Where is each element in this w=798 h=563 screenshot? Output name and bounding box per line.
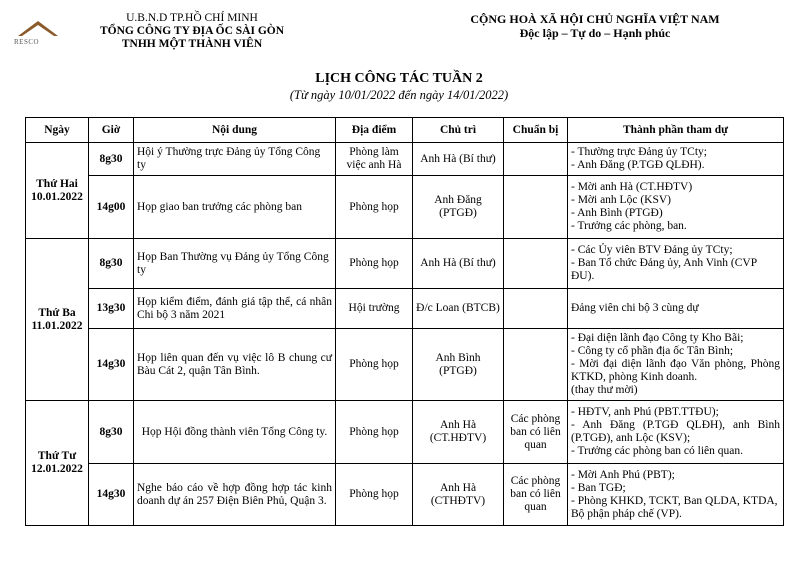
attendees-cell [568,464,784,526]
place-cell: Phòng họp [336,176,413,239]
time-cell: 8g30 [89,401,134,464]
prep-cell [504,289,568,329]
content-cell: Họp liên quan đến vụ việc lô B chung cư Bàu Cát 2, quận Tân Bình. [134,329,336,401]
schedule-table [25,117,784,526]
chair-cell: Anh Đăng (PTGĐ) [413,176,504,239]
attendee-line: - Trưởng các phòng, ban. [571,220,687,232]
table-row [26,176,784,239]
prep-cell [504,239,568,289]
prep-cell: Các phòng ban có liên quan [504,401,568,464]
chair-cell: Anh Hà (CTHĐTV) [413,464,504,526]
page-title: LỊCH CÔNG TÁC TUẦN 2 [315,71,483,86]
prep-cell [504,329,568,401]
attendee-line: - Mời Anh Phú (PBT); [571,468,675,481]
col-header-day: Ngày [26,118,89,143]
attendees-cell [568,239,784,289]
place-cell: Phòng họp [336,401,413,464]
day-date: 11.01.2022 [31,319,83,332]
col-header-attendees: Thành phần tham dự [568,118,784,143]
issuer-line-3: TNHH MỘT THÀNH VIÊN [121,38,263,50]
content-cell: Họp Ban Thường vụ Đảng ủy Tổng Công ty [134,239,336,289]
attendees-cell [568,329,784,401]
attendees-cell [568,143,784,176]
attendee-line: - Anh Đăng (P.TGĐ QLĐH), anh Bình (P.TGĐ), anh Lộc (KSV); [571,419,780,444]
attendee-line: - Mời đại diện lãnh đạo Văn phòng, Phòng KTKD, phòng Kinh doanh. [571,358,780,383]
day-cell [26,239,89,401]
attendee-line: Đảng viên chi bộ 3 cùng dự [571,302,699,314]
attendee-line: - Anh Bình (PTGĐ) [571,207,663,219]
prep-cell [504,143,568,176]
place-cell: Phòng họp [336,239,413,289]
attendee-line: - Các Ủy viên BTV Đảng ủy TCty; [571,244,733,256]
content-cell: Họp Hội đồng thành viên Tổng Công ty. [134,401,336,464]
content-cell: Họp giao ban trưởng các phòng ban [134,176,336,239]
chair-cell: Đ/c Loan (BTCB) [413,289,504,329]
issuer-line-2: TỔNG CÔNG TY ĐỊA ỐC SÀI GÒN [99,25,285,37]
day-cell [26,401,89,526]
national-title: CỘNG HOÀ XÃ HỘI CHỦ NGHĨA VIỆT NAM [470,12,720,26]
prep-cell: Các phòng ban có liên quan [504,464,568,526]
page-subtitle: (Từ ngày 10/01/2022 đến ngày 14/01/2022) [289,88,509,102]
issuer-line-1: U.B.N.D TP.HỒ CHÍ MINH [126,12,258,24]
day-cell [26,143,89,239]
national-motto: Độc lập – Tự do – Hạnh phúc [519,26,671,40]
attendees-cell [568,401,784,464]
attendee-line: - Trưởng các phòng ban có liên quan. [571,445,744,457]
table-row [26,143,784,176]
content-cell: Nghe báo cáo về hợp đồng hợp tác kinh doanh dự án 257 Điện Biên Phủ, Quận 3. [134,464,336,526]
chair-cell: Anh Hà (CT.HĐTV) [413,401,504,464]
chair-cell: Anh Hà (Bí thư) [413,239,504,289]
time-cell: 14g30 [89,464,134,526]
house-roof-icon [14,18,62,38]
table-row [26,329,784,401]
logo-text: RESCO [14,38,40,46]
place-cell: Phòng làm việc anh Hà [336,143,413,176]
attendees-cell [568,289,784,329]
place-cell: Hội trường [336,289,413,329]
chair-cell: Anh Hà (Bí thư) [413,143,504,176]
attendee-line: - Ban Tổ chức Đảng ủy, Anh Vinh (CVP ĐU). [571,257,757,282]
day-name: Thứ Tư [37,450,77,462]
time-cell: 8g30 [89,143,134,176]
attendee-line: - Mời anh Hà (CT.HĐTV) [571,181,693,193]
prep-cell [504,176,568,239]
table-row [26,464,784,526]
attendee-line: - HĐTV, anh Phú (PBT.TTĐU); [571,406,719,418]
attendee-line: - Phòng KHKD, TCKT, Ban QLDA, KTDA, Bộ phận pháp chế (VP). [571,494,778,520]
day-date: 10.01.2022 [31,190,83,203]
attendee-line: (thay thư mời) [571,384,638,396]
table-header-row [26,118,784,143]
issuer-header [62,12,322,51]
attendee-line: - Ban TGĐ; [571,481,626,494]
col-header-place: Địa điểm [336,118,413,143]
table-row [26,401,784,464]
col-header-prep: Chuẩn bị [504,118,568,143]
time-cell: 13g30 [89,289,134,329]
attendee-line: - Công ty cổ phần địa ốc Tân Bình; [571,345,734,357]
time-cell: 14g00 [89,176,134,239]
day-name: Thứ Ba [38,306,76,319]
time-cell: 8g30 [89,239,134,289]
attendees-cell [568,176,784,239]
chair-cell: Anh Bình (PTGĐ) [413,329,504,401]
time-cell: 14g30 [89,329,134,401]
attendee-line: - Mời anh Lộc (KSV) [571,194,671,206]
col-header-chair: Chủ trì [413,118,504,143]
attendee-line: - Đại diện lãnh đạo Công ty Kho Bãi; [571,332,744,344]
day-name: Thứ Hai [36,177,78,190]
day-date: 12.01.2022 [31,463,83,475]
col-header-time: Giờ [89,118,134,143]
place-cell: Phòng họp [336,329,413,401]
place-cell: Phòng họp [336,464,413,526]
table-row [26,239,784,289]
content-cell: Hội ý Thường trực Đảng ủy Tổng Công ty [134,143,336,176]
attendee-line: - Anh Đăng (P.TGĐ QLĐH). [571,159,705,171]
content-cell: Họp kiểm điểm, đánh giá tập thể, cá nhân Chi bộ 3 năm 2021 [134,289,336,329]
attendee-line: - Thường trực Đảng ủy TCty; [571,146,707,158]
table-row [26,289,784,329]
col-header-content: Nội dung [134,118,336,143]
national-header [430,12,760,40]
resco-logo [14,18,62,46]
